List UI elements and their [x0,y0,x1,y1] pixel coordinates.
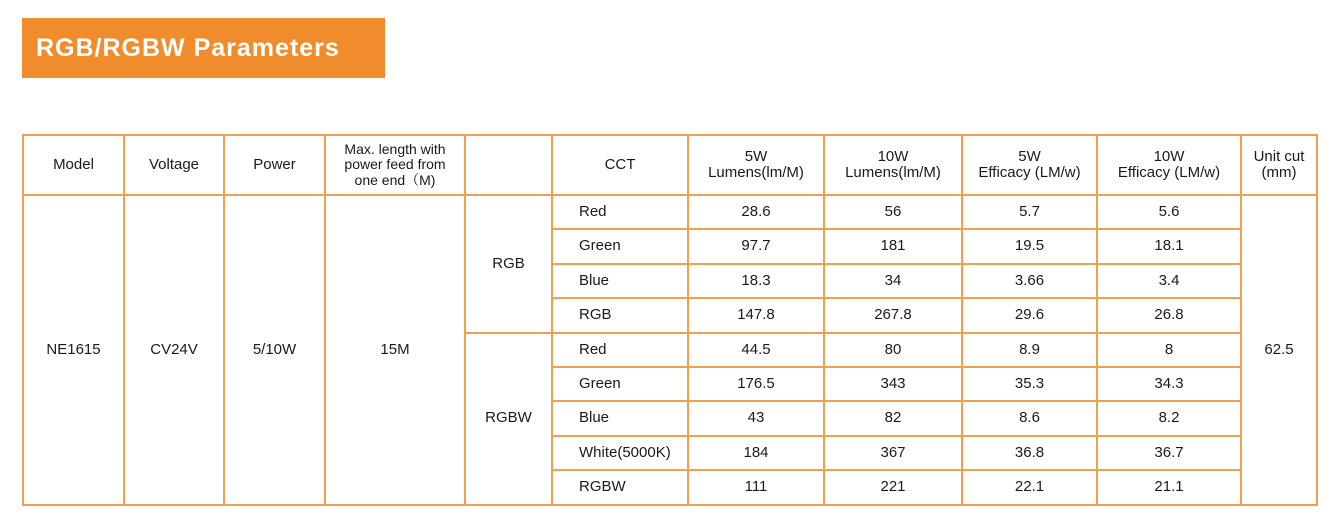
page-title-banner [22,18,385,78]
cell-lumens-10w: 221 [824,470,962,504]
cell-power: 5/10W [224,195,325,505]
cell-lumens-5w: 184 [688,436,824,470]
cell-cct: Red [552,195,688,229]
cell-group-rgbw: RGBW [465,333,552,505]
cell-efficacy-5w: 19.5 [962,229,1097,263]
cell-efficacy-10w: 3.4 [1097,264,1241,298]
cell-lumens-10w: 367 [824,436,962,470]
cell-cct: Green [552,367,688,401]
header-lumens-10w-line-2: Lumens(lm/M) [845,164,941,181]
cell-lumens-10w: 80 [824,333,962,367]
page-title: RGB/RGBW Parameters [36,33,340,62]
header-lumens-5w-line-2: Lumens(lm/M) [708,164,804,181]
cell-lumens-10w: 267.8 [824,298,962,332]
cell-cct: White(5000K) [552,436,688,470]
header-unit-cut-line-1: Unit cut [1253,147,1305,165]
header-unit-cut [1241,135,1317,195]
header-lumens-10w-line-1: 10W [877,147,909,165]
cell-efficacy-10w: 8.2 [1097,401,1241,435]
cell-efficacy-5w: 29.6 [962,298,1097,332]
header-voltage: Voltage [124,135,224,195]
cell-lumens-5w: 44.5 [688,333,824,367]
cell-cct: Blue [552,264,688,298]
header-row [23,135,1317,195]
cell-cct: RGB [552,298,688,332]
cell-cct: Red [552,333,688,367]
cell-lumens-5w: 28.6 [688,195,824,229]
cell-unit-cut: 62.5 [1241,195,1317,505]
header-lumens-5w-line-1: 5W [744,147,768,165]
cell-lumens-5w: 18.3 [688,264,824,298]
cell-cct: RGBW [552,470,688,504]
header-max-length-line-3: one end（M) [354,171,436,188]
cell-efficacy-10w: 5.6 [1097,195,1241,229]
cell-efficacy-10w: 18.1 [1097,229,1241,263]
table-row [23,195,1317,229]
header-max-length [325,135,465,195]
cell-cct: Blue [552,401,688,435]
header-unit-cut-line-2: (mm) [1261,164,1297,181]
cell-efficacy-10w: 8 [1097,333,1241,367]
cell-efficacy-10w: 26.8 [1097,298,1241,332]
parameters-table [22,134,1318,506]
header-cct: CCT [552,135,688,195]
header-efficacy-10w-line-1: 10W [1153,147,1185,165]
header-max-length-line-1: Max. length with [344,140,446,157]
header-efficacy-10w-line-2: Efficacy (LM/w) [1117,164,1221,181]
cell-lumens-10w: 34 [824,264,962,298]
cell-efficacy-5w: 5.7 [962,195,1097,229]
cell-lumens-5w: 176.5 [688,367,824,401]
cell-efficacy-5w: 3.66 [962,264,1097,298]
header-efficacy-5w-line-1: 5W [1018,147,1041,165]
cell-efficacy-5w: 35.3 [962,367,1097,401]
header-power: Power [224,135,325,195]
cell-efficacy-10w: 21.1 [1097,470,1241,504]
header-group [465,135,552,195]
cell-lumens-10w: 82 [824,401,962,435]
header-max-length-line-2: power feed from [344,156,446,173]
cell-efficacy-10w: 34.3 [1097,367,1241,401]
cell-group-rgb: RGB [465,195,552,333]
header-model: Model [23,135,124,195]
cell-lumens-10w: 343 [824,367,962,401]
header-efficacy-10w [1097,135,1241,195]
cell-lumens-5w: 147.8 [688,298,824,332]
header-lumens-10w [824,135,962,195]
cell-lumens-5w: 43 [688,401,824,435]
cell-efficacy-5w: 8.6 [962,401,1097,435]
header-efficacy-5w-line-2: Efficacy (LM/w) [978,164,1081,181]
cell-efficacy-5w: 36.8 [962,436,1097,470]
cell-lumens-10w: 56 [824,195,962,229]
cell-efficacy-5w: 8.9 [962,333,1097,367]
header-lumens-5w [688,135,824,195]
cell-efficacy-10w: 36.7 [1097,436,1241,470]
cell-max-length: 15M [325,195,465,505]
cell-lumens-5w: 111 [688,470,824,504]
cell-voltage: CV24V [124,195,224,505]
cell-lumens-10w: 181 [824,229,962,263]
header-efficacy-5w [962,135,1097,195]
cell-lumens-5w: 97.7 [688,229,824,263]
cell-model: NE1615 [23,195,124,505]
cell-efficacy-5w: 22.1 [962,470,1097,504]
cell-cct: Green [552,229,688,263]
